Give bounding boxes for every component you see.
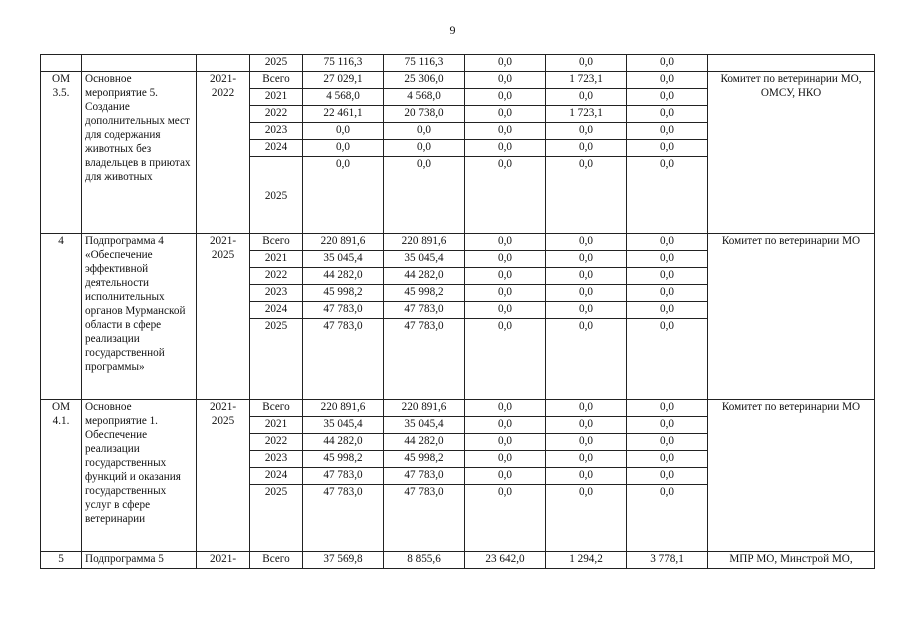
total-value: 47 783,0 [303,468,383,485]
extra-value-column [627,400,708,552]
local-value: 1 294,2 [569,553,603,565]
regional-value: 45 998,2 [384,285,464,302]
row-index: ОМ 3.5. [41,72,82,234]
row-name: Основное мероприятие 1. Обеспечение реализации государственных функций и оказания государственных услуг в сфере ветеринарии [82,400,197,552]
regional-value: 47 783,0 [384,468,464,485]
extra-value: 3 778,1 [650,553,684,565]
regional-value-column [384,234,465,400]
federal-value: 0,0 [465,400,545,417]
extra-value-column [627,234,708,400]
regional-value: 0,0 [384,123,464,140]
extra-value: 0,0 [627,268,707,285]
regional-value: 4 568,0 [384,89,464,106]
regional-value: 25 306,0 [384,72,464,89]
federal-value: 0,0 [465,434,545,451]
sub-year: 2025 [264,190,288,202]
local-value: 0,0 [579,486,593,498]
local-value: 0,0 [546,302,626,319]
extra-value: 0,0 [627,251,707,268]
sub-year: 2025 [264,320,288,332]
local-value: 0,0 [546,468,626,485]
table-row [41,552,875,569]
total-value-column [303,400,384,552]
local-value-column [546,234,627,400]
local-value-column [546,72,627,234]
local-value-column [546,400,627,552]
responsible-executor: Комитет по ветеринарии МО [708,400,875,552]
total-value: 35 045,4 [303,251,383,268]
sub-year: 2025 [264,486,288,498]
regional-value: 20 738,0 [384,106,464,123]
local-value: 0,0 [546,417,626,434]
sub-year: 2023 [250,451,302,468]
local-value: 0,0 [546,123,626,140]
regional-value: 47 783,0 [404,486,444,498]
total-value: 44 282,0 [303,434,383,451]
local-value: 0,0 [546,140,626,157]
local-value: 1 723,1 [546,72,626,89]
total-value: 47 783,0 [323,486,363,498]
federal-value: 0,0 [465,89,545,106]
row-index: ОМ 4.1. [41,400,82,552]
total-value-column [303,552,384,569]
responsible-executor: Комитет по ветеринарии МО [708,234,875,400]
local-value: 0,0 [546,234,626,251]
total-value: 45 998,2 [303,285,383,302]
local-value-column [546,55,627,72]
total-value: 0,0 [303,123,383,140]
extra-value: 0,0 [627,72,707,89]
sub-year-column [250,234,303,400]
table-row [41,400,875,552]
regional-value-column [384,55,465,72]
sub-year: 2021 [250,417,302,434]
regional-value: 44 282,0 [384,434,464,451]
regional-value: 35 045,4 [384,417,464,434]
sub-year-column [250,55,303,72]
responsible-executor [708,55,875,72]
regional-value: 0,0 [384,140,464,157]
extra-value-column [627,55,708,72]
row-index [41,55,82,72]
total-value: 75 116,3 [323,56,363,68]
total-value: 27 029,1 [303,72,383,89]
federal-value: 0,0 [465,106,545,123]
sub-year: Всего [250,400,302,417]
extra-value: 0,0 [627,140,707,157]
total-value: 47 783,0 [303,302,383,319]
row-name: Подпрограмма 5 [82,552,197,569]
federal-value: 0,0 [465,234,545,251]
federal-value: 0,0 [465,140,545,157]
sub-year-column [250,400,303,552]
local-value: 0,0 [546,89,626,106]
total-value: 220 891,6 [303,234,383,251]
local-value: 1 723,1 [546,106,626,123]
extra-value: 0,0 [627,400,707,417]
extra-value: 0,0 [627,234,707,251]
total-value: 22 461,1 [303,106,383,123]
total-value: 44 282,0 [303,268,383,285]
federal-value: 0,0 [465,268,545,285]
regional-value: 44 282,0 [384,268,464,285]
total-value-column [303,72,384,234]
federal-value-column [465,552,546,569]
extra-value: 0,0 [627,89,707,106]
extra-value: 0,0 [627,285,707,302]
sub-year-column [250,72,303,234]
total-value: 4 568,0 [303,89,383,106]
extra-value-column [627,72,708,234]
local-value: 0,0 [546,268,626,285]
total-value: 0,0 [303,140,383,157]
sub-year: 2023 [250,123,302,140]
federal-value: 0,0 [465,251,545,268]
extra-value: 0,0 [660,158,674,170]
sub-year: 2024 [250,140,302,157]
total-value: 45 998,2 [303,451,383,468]
regional-value: 45 998,2 [384,451,464,468]
sub-year: 2023 [250,285,302,302]
local-value: 0,0 [546,451,626,468]
sub-year: 2022 [250,268,302,285]
extra-value: 0,0 [627,434,707,451]
federal-value-column [465,234,546,400]
federal-value: 0,0 [498,320,512,332]
sub-year: 2022 [250,106,302,123]
row-years: 2021- [197,552,250,569]
federal-value: 0,0 [465,468,545,485]
row-years: 2021-2025 [197,400,250,552]
regional-value: 0,0 [417,158,431,170]
extra-value: 0,0 [627,468,707,485]
federal-value-column [465,400,546,552]
federal-value: 0,0 [498,486,512,498]
row-name: Подпрограмма 4 «Обеспечение эффективной деятельности исполнительных органов Мурманской области в сфере реализации государственной программы» [82,234,197,400]
local-value: 0,0 [579,56,593,68]
page-number: 9 [449,23,456,37]
total-value: 0,0 [336,158,350,170]
row-years: 2021-2022 [197,72,250,234]
regional-value: 220 891,6 [384,400,464,417]
local-value: 0,0 [579,320,593,332]
regional-value: 35 045,4 [384,251,464,268]
table-row [41,55,875,72]
responsible-executor: МПР МО, Минстрой МО, [708,552,875,569]
budget-table [40,54,875,569]
local-value: 0,0 [546,434,626,451]
row-name: Основное мероприятие 5. Создание дополнительных мест для содержания животных без владельцев в приютах для животных [82,72,197,234]
table-row [41,234,875,400]
sub-year: 2022 [250,434,302,451]
federal-value: 0,0 [498,158,512,170]
regional-value-column [384,552,465,569]
sub-year: 2021 [250,251,302,268]
extra-value: 0,0 [660,320,674,332]
total-value: 220 891,6 [303,400,383,417]
sub-year-column [250,552,303,569]
extra-value: 0,0 [627,451,707,468]
federal-value: 23 642,0 [485,553,525,565]
row-index: 4 [41,234,82,400]
row-years: 2021-2025 [197,234,250,400]
regional-value: 75 116,3 [404,56,444,68]
total-value-column [303,234,384,400]
sub-year: 2024 [250,468,302,485]
extra-value: 0,0 [627,302,707,319]
federal-value: 0,0 [465,72,545,89]
extra-value: 0,0 [627,417,707,434]
federal-value-column [465,72,546,234]
responsible-executor: Комитет по ветеринарии МО, ОМСУ, НКО [708,72,875,234]
row-name [82,55,197,72]
local-value: 0,0 [546,400,626,417]
sub-year: Всего [250,72,302,89]
total-value: 35 045,4 [303,417,383,434]
table-row [41,72,875,234]
row-index: 5 [41,552,82,569]
sub-year: 2021 [250,89,302,106]
extra-value: 0,0 [627,106,707,123]
local-value-column [546,552,627,569]
federal-value: 0,0 [465,285,545,302]
local-value: 0,0 [546,285,626,302]
regional-value-column [384,400,465,552]
federal-value: 0,0 [465,451,545,468]
extra-value: 0,0 [660,486,674,498]
extra-value-column [627,552,708,569]
sub-year: Всего [262,553,290,565]
sub-year: 2024 [250,302,302,319]
federal-value: 0,0 [465,123,545,140]
federal-value-column [465,55,546,72]
sub-year: Всего [250,234,302,251]
regional-value: 8 855,6 [407,553,441,565]
local-value: 0,0 [546,251,626,268]
sub-year: 2025 [264,56,288,68]
extra-value: 0,0 [627,123,707,140]
total-value: 37 569,8 [323,553,363,565]
federal-value: 0,0 [498,56,512,68]
row-years [197,55,250,72]
regional-value: 47 783,0 [404,320,444,332]
federal-value: 0,0 [465,302,545,319]
regional-value-column [384,72,465,234]
federal-value: 0,0 [465,417,545,434]
extra-value: 0,0 [660,56,674,68]
regional-value: 47 783,0 [384,302,464,319]
total-value-column [303,55,384,72]
regional-value: 220 891,6 [384,234,464,251]
total-value: 47 783,0 [323,320,363,332]
local-value: 0,0 [579,158,593,170]
